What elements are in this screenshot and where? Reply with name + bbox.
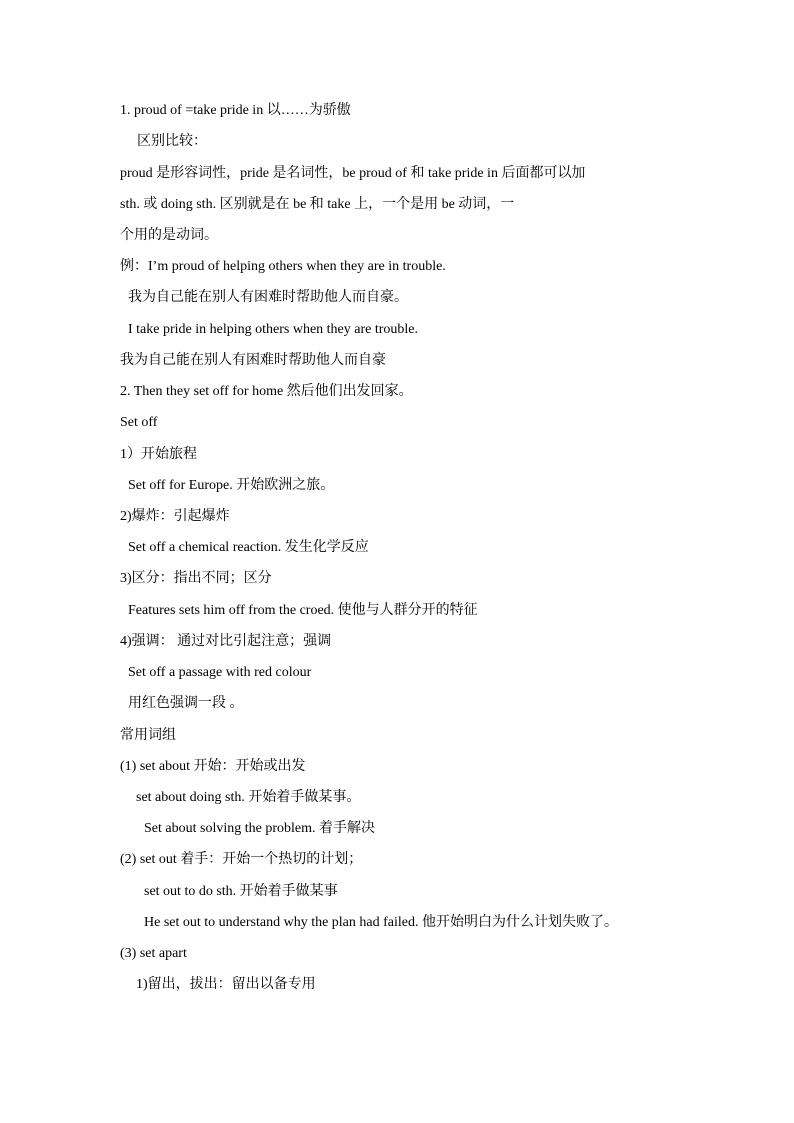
text-line-22: (1) set about 开始：开始或出发 (120, 759, 306, 774)
text-line-9: 我为自己能在别人有困难时帮助他人而自豪 (120, 353, 386, 368)
text-line-7: 我为自己能在别人有困难时帮助他人而自豪。 (128, 290, 408, 305)
text-line-8: I take pride in helping others when they are trouble. (128, 322, 419, 337)
text-line-11: Set off (120, 415, 158, 430)
text-line-21: 常用词组 (120, 728, 176, 743)
text-line-18: 4)强调： 通过对比引起注意；强调 (120, 634, 332, 649)
text-line-23: set about doing sth. 开始着手做某事。 (136, 790, 361, 805)
text-line-12: 1）开始旅程 (120, 447, 197, 462)
text-line-1: 1. proud of =take pride in 以……为骄傲 (120, 103, 351, 118)
text-line-25: (2) set out 着手：开始一个热切的计划； (120, 852, 363, 867)
text-line-13: Set off for Europe. 开始欧洲之旅。 (128, 478, 335, 493)
text-line-27: He set out to understand why the plan had failed. 他开始明白为什么计划失败了。 (144, 915, 618, 930)
text-line-26: set out to do sth. 开始着手做某事 (144, 884, 338, 899)
text-line-28: (3) set apart (120, 946, 187, 961)
text-line-2: 区别比较： (137, 134, 207, 149)
text-line-10: 2. Then they set off for home 然后他们出发回家。 (120, 384, 413, 399)
text-line-17: Features sets him off from the croed. 使他与人群分开的特征 (128, 603, 478, 618)
text-line-15: Set off a chemical reaction. 发生化学反应 (128, 540, 369, 555)
text-line-4: sth. 或 doing sth. 区别就是在 be 和 take 上，一个是用 be 动词，一 (120, 197, 515, 212)
text-line-6: 例：I’m proud of helping others when they are in trouble. (120, 259, 446, 274)
text-line-5: 个用的是动词。 (120, 228, 218, 243)
text-line-24: Set about solving the problem. 着手解决 (144, 821, 375, 836)
text-line-16: 3)区分：指出不同；区分 (120, 571, 272, 586)
text-line-14: 2)爆炸：引起爆炸 (120, 509, 230, 524)
text-line-20: 用红色强调一段 。 (128, 696, 244, 711)
text-line-3: proud 是形容词性，pride 是名词性，be proud of 和 take pride in 后面都可以加 (120, 166, 586, 181)
text-line-19: Set off a passage with red colour (128, 665, 312, 680)
text-line-29: 1)留出，拔出：留出以备专用 (136, 977, 316, 992)
